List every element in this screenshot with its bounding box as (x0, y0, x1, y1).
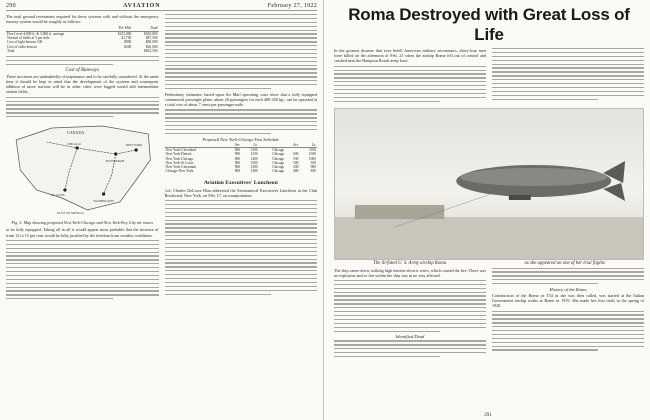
airship-photo-svg (335, 109, 643, 259)
table-cell: Five Level 4,000 ft. & 3,000 ft. average (7, 31, 65, 36)
city-marker-st-louis (63, 189, 66, 192)
photo-caption (334, 261, 644, 266)
identified-dead-heading: Identified Dead (395, 334, 425, 340)
table-cell: $822,500 (144, 48, 158, 53)
table-cell: 900 (234, 165, 241, 170)
table-cell: $90,000 (145, 40, 158, 45)
table-cell: 930 (310, 160, 316, 165)
city-marker-chicago (76, 147, 79, 150)
route-map (6, 120, 159, 218)
map-label: WASHINGTON (93, 199, 114, 204)
coastline-outline (16, 126, 150, 210)
table-cell: 1300 (250, 165, 258, 170)
body-text-block (6, 97, 159, 118)
table-cell: 500 (293, 160, 299, 165)
map-label: ST. LOUIS (50, 193, 65, 198)
table-cell: $125,000 (117, 31, 132, 36)
right-column-4 (492, 268, 644, 360)
right-column-2 (492, 48, 644, 105)
map-label: CANADA (67, 130, 85, 136)
investment-row (6, 49, 159, 53)
map-label: NEW YORK (125, 143, 143, 148)
intro-paragraph: The total ground investment required for these systems with and without the emergency runway system would be roughly as follows: (6, 14, 159, 25)
table-cell: Cost of radio beacon (7, 44, 37, 49)
city-marker-washington (102, 193, 105, 196)
table-cell: 1030 (308, 152, 316, 157)
table-cell: $625,000 (144, 31, 158, 36)
history-heading: History of the Roma (549, 286, 587, 292)
table-cell: Chicago-New York (165, 169, 194, 174)
luncheon-heading: Aviation Executives' Luncheon (203, 179, 278, 186)
table-header-cell: Lv. (241, 143, 258, 148)
right-page (326, 0, 650, 420)
table-header-cell: Lv. (299, 143, 317, 148)
hangar (355, 205, 444, 219)
table-cell: 1400 (250, 156, 258, 161)
body-text-block (334, 66, 486, 102)
table-cell: 1100 (308, 147, 316, 152)
crash-paragraph: The ship came down, striking high tension electric wires, which caused the fire. There was no explosion and so fire within the ship was in no way affected. (334, 267, 486, 278)
table-cell (106, 49, 132, 53)
table-cell: 900 (234, 160, 241, 165)
left-date: February 27, 1922 (267, 3, 317, 9)
schedule-table-title: Proposed New York-Chicago Fast Schedule (202, 136, 280, 142)
airship-gondola (509, 195, 531, 200)
table-cell: Chicago (272, 147, 285, 152)
left-column-1 (6, 14, 159, 302)
table-cell: $87,500 (145, 36, 158, 40)
table-cell: 830 (310, 169, 316, 174)
table-cell: New York-Cincinnati (165, 165, 197, 170)
table-cell: 1500 (250, 160, 258, 165)
body-text-block (492, 268, 644, 285)
table-cell: Chicago (272, 160, 285, 165)
table-cell: 530 (293, 156, 299, 161)
table-cell: 900 (234, 152, 241, 157)
map-label: CHICAGO (67, 142, 81, 147)
table-cell: Normal of fields at 5 per mile (7, 36, 50, 40)
city-marker-ny (135, 149, 138, 152)
left-running-head: AVIATION (123, 3, 161, 9)
table-cell: 1300 (250, 169, 258, 174)
table-cell: Chicago (272, 169, 285, 174)
table-cell: 1330 (250, 152, 258, 157)
table-cell: Chicago (272, 156, 285, 161)
table-cell: New York-Cleveland (165, 147, 196, 152)
table-cell: 900 (234, 169, 241, 174)
map-caption: Fig. 5. Map showing proposed New York-Chicago and New York-Key City air routes (11, 220, 154, 226)
table-cell: Total (7, 48, 15, 53)
table-cell: New York-Detroit (165, 152, 192, 157)
photo-caption-left: The ill-fated U. S. Army airship Roma (373, 260, 447, 266)
article-title: Roma Destroyed with Great Loss of Life (348, 5, 630, 44)
investment-table (6, 26, 159, 53)
body-text-block (6, 56, 159, 65)
schedule-row (165, 169, 318, 173)
table-cell: 900 (234, 147, 241, 152)
table-cell: $200 (124, 44, 132, 49)
luncheon-paragraph: Col. Charles DeLesse Blau addressed the Aeronautical Executives Luncheon at the Club Boulevard, New York, on Feb. 17, on transportation. (164, 187, 317, 198)
ground (335, 217, 643, 259)
table-cell: $900 (124, 40, 132, 45)
table-cell: 900 (234, 156, 241, 161)
body-text-block (334, 280, 486, 332)
table-cell: $1,750 (121, 36, 132, 40)
lower-paragraph: to be fully equipped. Taking all in all it would appear most probable that the increase of from 12 to 15 per cent would be fully justified by the freedom from weather conditions. (6, 227, 159, 238)
article-intro-paragraph: In the greatest disaster that ever befell American military aeronautics, thirty-four men were killed on the afternoon of Feb. 21 when the airship Roma fell out of control and crashed near the Hampton Roads army base. (334, 48, 486, 64)
table-header-cell: Arr. (285, 143, 299, 148)
left-page-number: 290 (6, 3, 16, 9)
right-column-3 (334, 268, 486, 360)
body-text-block (492, 311, 644, 351)
left-running-header (6, 3, 317, 11)
history-paragraph: Construction of the Roma or T34 as she was then called, was started at the Italian Government airship works at Rome in 1919. She made her first trials in the spring of 1920. (492, 292, 644, 309)
body-text-block (165, 14, 318, 89)
schedule-table (165, 143, 318, 174)
body-text-block (492, 48, 644, 100)
body-text-block (165, 200, 318, 295)
map-label: GULF OF MEXICO (56, 211, 84, 216)
right-column-1 (334, 48, 486, 105)
airship-photo (334, 108, 644, 260)
city-marker-pittsburgh (114, 153, 117, 156)
body-text-block (6, 240, 159, 300)
table-cell: Cost of light beacon 100 (7, 40, 43, 45)
table-cell: Chicago (272, 165, 285, 170)
body-text-block (334, 340, 486, 357)
table-cell: Chicago (272, 152, 285, 157)
right-page-number: 291 (484, 413, 492, 418)
runway-paragraph: These increases are undoubtedly of importance and to be carefully considered. At the same time it should be kept in mind that the development of the systems and consequent addition of more stations will be in other cities were logged would add intermediate station fields. (6, 73, 159, 95)
map-label: PITTSBURGH (105, 159, 125, 164)
airship-hull-highlight (460, 168, 607, 186)
route-map-svg (6, 120, 159, 218)
table-cell: New York-Chicago (165, 156, 194, 161)
table-cell: New York-St Louis (165, 160, 194, 165)
table-cell: 600 (293, 152, 299, 157)
table-header-cell: Per Mile (106, 26, 132, 31)
table-cell: 900 (310, 165, 316, 170)
table-cell: 1000 (308, 156, 316, 161)
cost-of-runways-heading: Cost of Runways (65, 67, 100, 73)
photo-caption-right: as she appeared on one of her trial flights (524, 260, 605, 266)
left-page (0, 0, 324, 420)
table-cell: 1300 (250, 147, 258, 152)
left-column-2 (165, 14, 318, 302)
table-cell: $20,000 (145, 44, 158, 49)
table-header-cell: Total (132, 26, 158, 31)
mail-cost-paragraph: Preliminary estimates, based upon Air Mail operating costs show that a fully equipped commercial passenger plane, about 20 passengers for each 400-450 hp., can be operated at a total cost of about 7 cents per passenger mile. (164, 91, 317, 108)
table-cell: 400 (293, 169, 299, 174)
body-text-block (165, 109, 318, 134)
table-cell: 430 (293, 165, 299, 170)
table-header-cell: Arr. (227, 143, 241, 148)
